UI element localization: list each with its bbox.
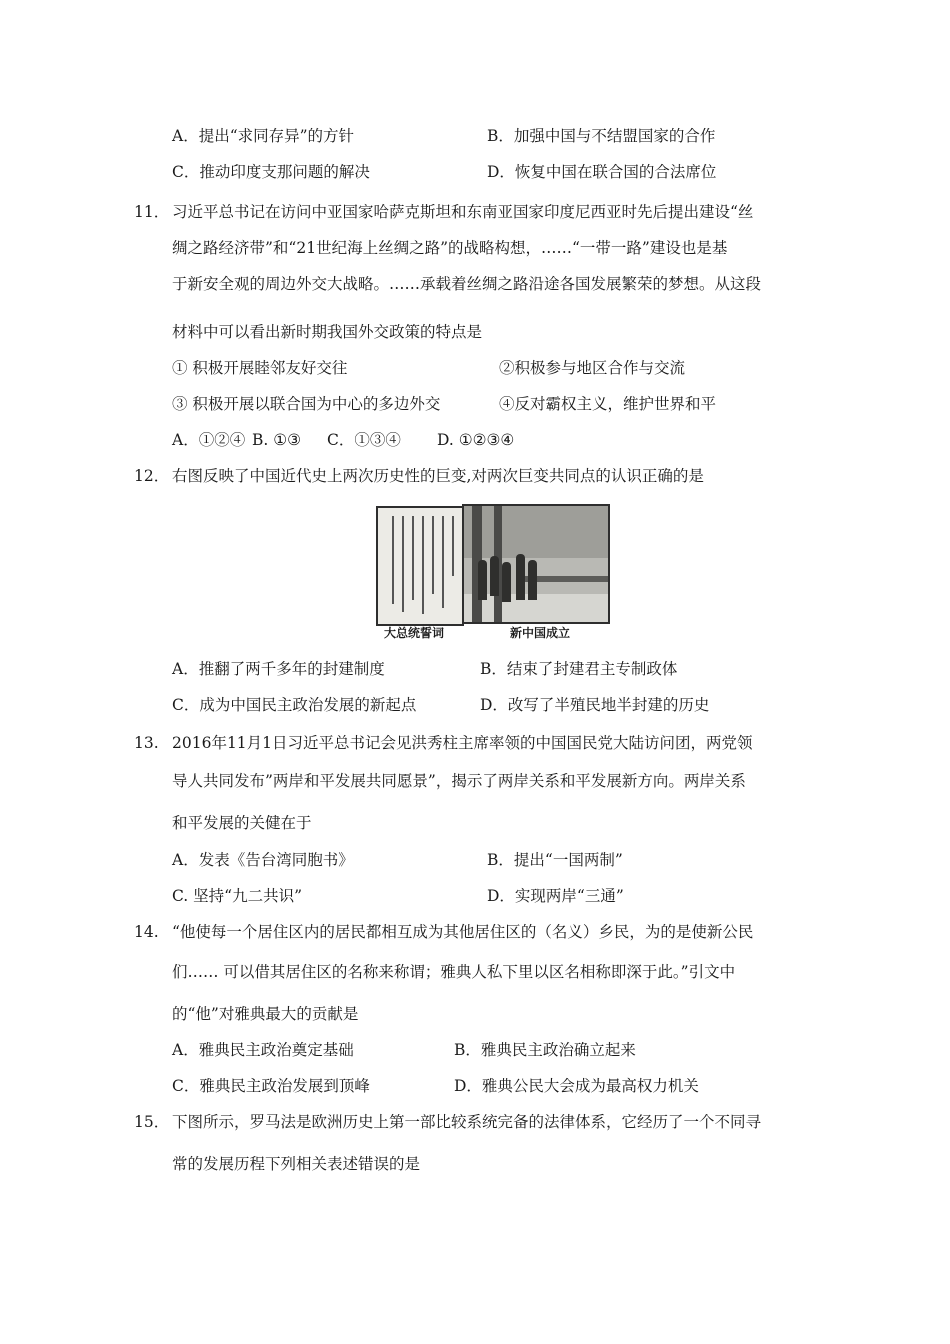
q14-option-c[interactable]: C．雅典民主政治发展到顶峰 — [172, 1077, 370, 1095]
q13-option-a[interactable]: A．发表《告台湾同胞书》 — [172, 851, 354, 869]
q12-option-b[interactable]: B．结束了封建君主专制政体 — [480, 660, 678, 678]
q11-item-4: ④反对霸权主义，维护世界和平 — [499, 395, 717, 413]
figure-caption-left: 大总统誓词 — [384, 626, 445, 640]
q12-option-d[interactable]: D．改写了半殖民地半封建的历史 — [480, 696, 710, 714]
q11-option-c[interactable]: C．①③④ — [327, 431, 401, 449]
q11-item-3: ③ 积极开展以联合国为中心的多边外交 — [172, 395, 441, 413]
q13-stem-line-3: 和平发展的关健在于 — [172, 814, 312, 832]
q11-item-1: ① 积极开展睦邻友好交往 — [172, 359, 348, 377]
q11-stem-line-1: 习近平总书记在访问中亚国家哈萨克斯坦和东南亚国家印度尼西亚时先后提出建设“丝 — [172, 203, 754, 221]
q14-option-a[interactable]: A．雅典民主政治奠定基础 — [172, 1041, 354, 1059]
q11-option-d[interactable]: D. ①②③④ — [437, 431, 515, 449]
q11-number: 11． — [134, 203, 170, 221]
q11-stem-line-4: 材料中可以看出新时期我国外交政策的特点是 — [172, 323, 483, 341]
q15-stem-line-2: 常的发展历程下列相关表述错误的是 — [172, 1155, 421, 1173]
q14-option-b[interactable]: B．雅典民主政治确立起来 — [454, 1041, 636, 1059]
q12-option-a[interactable]: A．推翻了两千多年的封建制度 — [172, 660, 385, 678]
q12-option-c[interactable]: C．成为中国民主政治发展的新起点 — [172, 696, 417, 714]
q12-number: 12． — [134, 467, 170, 485]
q14-stem-line-3: 的“他”对雅典最大的贡献是 — [172, 1005, 359, 1023]
q11-item-2: ②积极参与地区合作与交流 — [499, 359, 686, 377]
q14-stem-line-1: “他使每一个居住区内的居民都相互成为其他居住区的（名义）乡民，为的是使新公民 — [172, 923, 754, 941]
q14-number: 14. — [134, 923, 159, 941]
q10-option-c[interactable]: C．推动印度支那问题的解决 — [172, 163, 370, 181]
q11-stem-line-3: 于新安全观的周边外交大战略。……承载着丝绸之路沿途各国发展繁荣的梦想。从这段 — [172, 275, 762, 293]
q13-option-b[interactable]: B．提出“一国两制” — [487, 851, 623, 869]
q13-number: 13. — [134, 734, 159, 752]
figure-caption-right: 新中国成立 — [510, 626, 571, 640]
q13-option-d[interactable]: D．实现两岸“三通” — [487, 887, 624, 905]
oath-document-image — [376, 506, 464, 626]
q15-number: 15． — [134, 1113, 170, 1131]
q13-stem-line-1: 2016年11月1日习近平总书记会见洪秀柱主席率领的中国国民党大陆访问团，两党领 — [172, 734, 753, 752]
q11-stem-line-2: 绸之路经济带”和“21世纪海上丝绸之路”的战略构想，……“一带一路”建设也是基 — [172, 239, 728, 257]
q14-option-d[interactable]: D．雅典公民大会成为最高权力机关 — [454, 1077, 699, 1095]
q13-stem-line-2: 导人共同发布”两岸和平发展共同愿景”，揭示了两岸关系和平发展新方向。两岸关系 — [172, 772, 746, 790]
q13-option-c[interactable]: C. 坚持“九二共识” — [172, 887, 303, 905]
q14-stem-line-2: 们…… 可以借其居住区的名称来称谓；雅典人私下里以区名相称即深于此。”引文中 — [172, 963, 736, 981]
q10-option-a[interactable]: A．提出“求同存异”的方针 — [172, 127, 355, 145]
q11-option-a[interactable]: A．①②④ — [172, 431, 246, 449]
q15-stem-line-1: 下图所示，罗马法是欧洲历史上第一部比较系统完备的法律体系，它经历了一个不同寻 — [172, 1113, 762, 1131]
q10-option-d[interactable]: D．恢复中国在联合国的合法席位 — [487, 163, 717, 181]
founding-ceremony-image — [462, 504, 610, 624]
q11-option-b[interactable]: B. ①③ — [252, 431, 302, 449]
q10-option-b[interactable]: B．加强中国与不结盟国家的合作 — [487, 127, 716, 145]
q12-stem: 右图反映了中国近代史上两次历史性的巨变,对两次巨变共同点的认识正确的是 — [172, 467, 704, 485]
q12-figure — [370, 502, 610, 642]
